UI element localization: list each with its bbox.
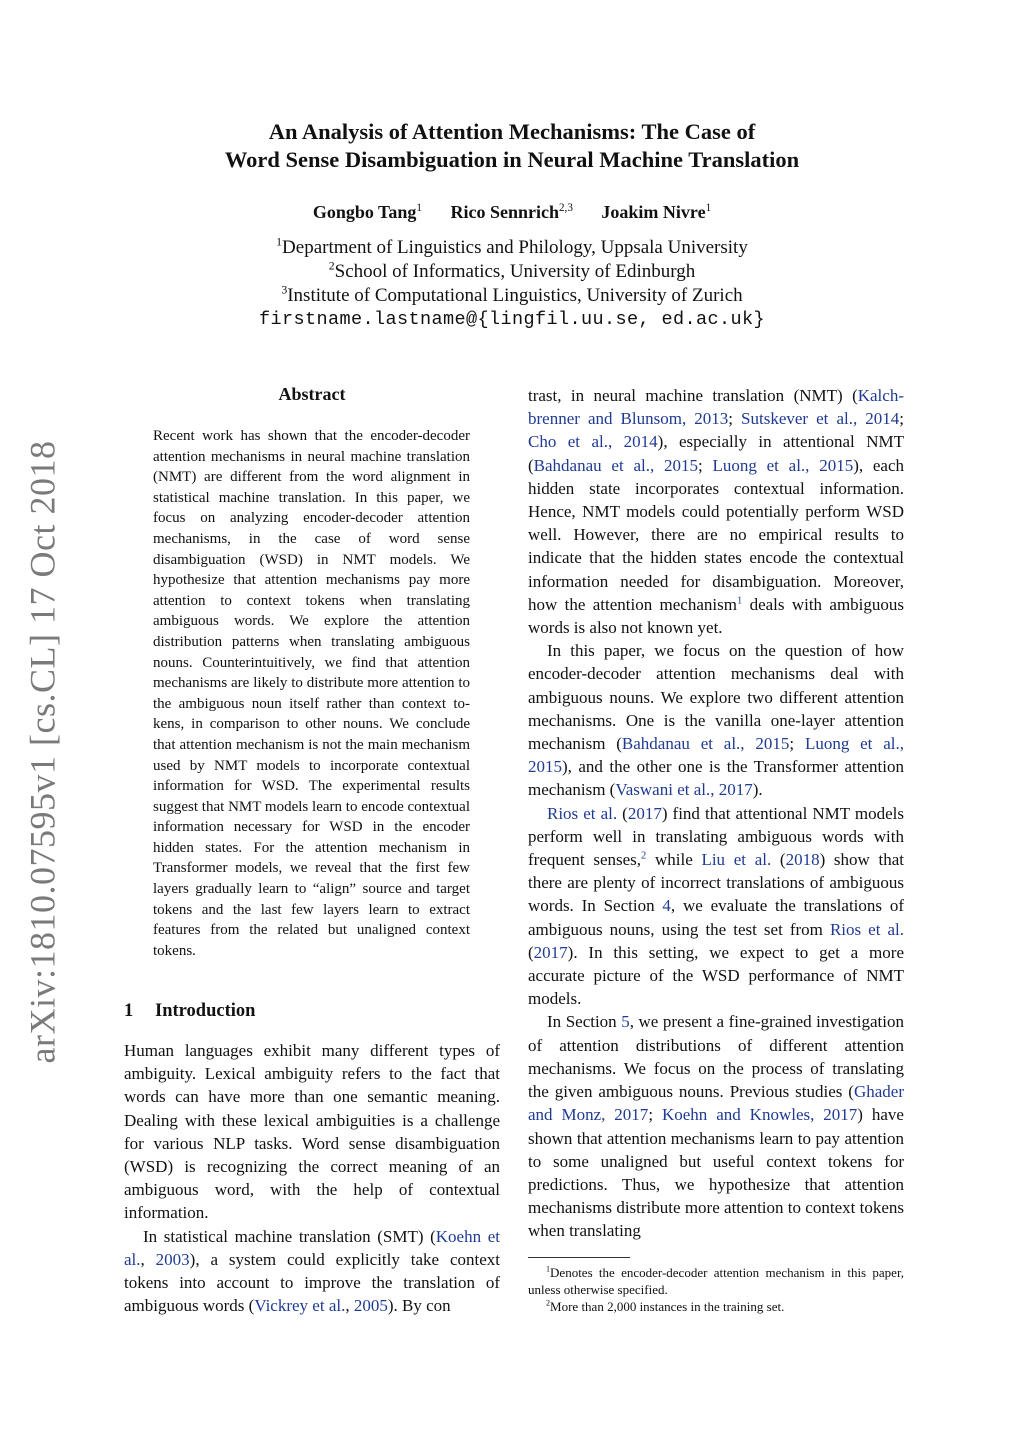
paragraph-text: ; [899, 409, 904, 429]
affiliation [150, 260, 874, 284]
author-list [150, 202, 874, 223]
paragraph-text: ), especially in attentional NMT ( [528, 432, 904, 475]
intro-paragraph-1: Human languages exhibit many different types of ambiguity. Lexical ambiguity refers to the fact that words can have more than one semantic meaning. Dealing with these lexical ambiguities is a challenge for various NLP tasks. Word sense disambiguation (WSD) is recognizing the correct meaning of an ambiguous word, with the help of contextual information. [124, 1041, 500, 1223]
citation-link[interactable]: Sutskever et al., 2014 [741, 409, 900, 429]
citation-link[interactable]: Rios et al. [829, 919, 904, 939]
title-line-2: Word Sense Disambiguation in Neural Machine Translation [224, 147, 800, 172]
affiliation-number: 1 [276, 235, 283, 249]
paragraph-text: ). [752, 780, 763, 800]
author-name: Rico Sennrich [450, 202, 559, 222]
citation-link[interactable]: 2018 [785, 850, 820, 870]
citation-link[interactable]: Koehn and Knowles, 2017 [661, 1105, 858, 1125]
citation-link[interactable]: 2003 [155, 1249, 190, 1269]
footnote [528, 1264, 904, 1298]
affiliation-number: 3 [281, 283, 288, 297]
affiliation [150, 236, 874, 260]
citation-link[interactable]: 2005 [353, 1296, 388, 1316]
author-name: Joakim Nivre [601, 202, 706, 222]
affiliation-text: Institute of Computational Linguistics, University of Zurich [287, 285, 743, 306]
paragraph-text: ) show that there are plenty of incorrect translations of ambiguous words. In Section [528, 850, 904, 916]
paragraph-text: ; [648, 1105, 662, 1125]
abstract-heading: Abstract [278, 384, 346, 404]
section-title: Introduction [155, 1001, 256, 1021]
citation-link[interactable]: 2017 [533, 942, 568, 962]
author-affiliation-mark: 1 [705, 202, 712, 214]
paragraph-text: ). By con [387, 1296, 451, 1316]
affiliations [150, 236, 874, 332]
paragraph-text: ), a system could explicitly take context tokens into account to improve the translation of ambiguous words ( [124, 1249, 500, 1316]
paragraph-text: while [646, 850, 702, 870]
citation-link[interactable]: Cho et al., 2014 [528, 432, 658, 452]
author [601, 202, 711, 222]
affiliation-text: Department of Linguistics and Philology, Uppsala University [282, 237, 748, 258]
citation-link[interactable]: Koehn et al. [124, 1226, 500, 1269]
citation-link[interactable]: Vickrey et al. [254, 1296, 346, 1316]
right-column-body [528, 384, 904, 1243]
citation-link[interactable]: Kalchbrenner and Blunsom, 2013 [528, 386, 904, 429]
author [450, 202, 572, 222]
affiliation-number: 2 [328, 259, 335, 273]
paragraph-text: In statistical machine translation (SMT) ( [143, 1226, 436, 1246]
citation-link[interactable]: Bahdanau et al., 2015 [621, 734, 790, 754]
body-paragraph [528, 802, 904, 1011]
citation-link[interactable]: Luong et al., 2015 [528, 734, 904, 777]
paragraph-text: ; [697, 455, 713, 475]
affiliation [150, 284, 874, 308]
paragraph-text: trast, in neural machine translation (NMT) ( [528, 386, 858, 405]
citation-link[interactable]: 2017 [627, 803, 662, 823]
left-column-body [124, 1039, 500, 1317]
body-paragraph [528, 384, 904, 639]
footnote-text: More than 2,000 instances in the training set. [550, 1299, 785, 1314]
footnote-marker-link[interactable]: 1 [736, 595, 743, 607]
paragraph-text: ) have shown that attention mechanisms learn to pay attention to some unaligned but useful context tokens for predictions. Thus, we hypothesize that attention mechanisms distribute more attention to context tokens when translating [528, 1105, 904, 1241]
footnote-marker-link[interactable]: 2 [641, 850, 647, 862]
author-name: Gongbo Tang [312, 202, 417, 222]
footnote [528, 1298, 904, 1315]
arxiv-identifier-stamp[interactable] [12, 440, 72, 1064]
footnotes [528, 1264, 904, 1315]
author-email: firstname.lastname@{lingfil.uu.se, ed.ac.uk} [258, 309, 766, 330]
paragraph-text: , [140, 1249, 156, 1269]
author-affiliation-mark: 2,3 [558, 202, 573, 214]
section-number: 1 [124, 1001, 134, 1021]
body-paragraph [528, 1010, 904, 1242]
footnote-number: 1 [546, 1264, 551, 1274]
citation-link[interactable]: Vaswani et al., 2017 [615, 780, 753, 800]
paragraph-text: ( [617, 803, 628, 823]
paragraph-text: deals with ambiguous words is also not known yet. [528, 594, 905, 638]
footnote-number: 2 [546, 1298, 551, 1308]
abstract-body: Recent work has shown that the encoder-decoder attention mechanisms in neural machine translation (NMT) are different from the word alignment in statistical machine translation. In this paper, we focus on analyzing encoder-decoder attention mechanisms, in the case of word sense disambiguation (WSD) in NMT models. We hypothesize that attention mechanisms pay more attention to context tokens when translating ambiguous words. We explore the attention distribution patterns when translating ambiguous nouns. Counterintuitively, we find that attention mechanisms are likely to distribute more attention to the ambiguous noun itself rather than context tokens, in comparison to other nouns. We conclude that attention mechanism is not the main mechanism used by NMT models to incorporate contextual information for WSD. The experimental results suggest that NMT models learn to encode contextual information necessary for WSD in the encoder hidden states. For the attention mechanism in Transformer models, we reveal that the first few layers gradually learn to “align” source and target tokens and the last few layers learn to extract features from the related but unaligned context tokens. [153, 428, 470, 959]
paragraph-text: In this paper, we focus on the question of how encoder-decoder attention mechanisms deal with ambiguous nouns. We explore two different attention mechanisms. One is the vanilla one-layer attention mechanism ( [528, 641, 904, 754]
arxiv-stamp-text: arXiv:1810.07595v1 [cs.CL] 17 Oct 2018 [22, 440, 63, 1064]
title-line-1: An Analysis of Attention Mechanisms: The Case of [268, 119, 756, 144]
footnote-divider [528, 1257, 630, 1258]
body-paragraph [528, 639, 904, 801]
paper-title [150, 118, 874, 174]
paragraph-text: In Section [547, 1012, 622, 1032]
paragraph-text: , [345, 1296, 354, 1316]
footnote-text: Denotes the encoder-decoder attention mechanism in this paper, unless otherwise specified. [528, 1265, 904, 1297]
paragraph-text: ( [528, 942, 534, 962]
paragraph-text: ; [789, 734, 805, 754]
citation-link[interactable]: Luong et al., 2015 [712, 455, 854, 475]
paragraph-text: ) find that attentional NMT models perform well in translating ambiguous words with frequent senses, [528, 803, 904, 870]
section-reference-link[interactable]: 4 [662, 896, 671, 916]
intro-paragraph-2 [124, 1225, 500, 1318]
section-reference-link[interactable]: 5 [621, 1012, 630, 1032]
author-affiliation-mark: 1 [416, 202, 422, 214]
affiliation-text: School of Informatics, University of Edinburgh [334, 261, 696, 282]
citation-link[interactable]: Ghader and Monz, 2017 [528, 1082, 904, 1125]
section-heading-introduction [124, 1001, 255, 1022]
paragraph-text: ( [771, 850, 786, 870]
citation-link[interactable]: Bahdanau et al., 2015 [533, 455, 698, 475]
author [313, 202, 422, 222]
citation-link[interactable]: Liu et al. [701, 850, 772, 870]
paragraph-text: , we present a fine-grained investigation of attention distributions of different attention mechanisms. We focus on the process of translating the given ambiguous nouns. Previous studies ( [528, 1012, 904, 1102]
paragraph-text: , we evaluate the translations of ambiguous nouns, using the test set from [528, 896, 904, 939]
paragraph-text: ), and the other one is the Transformer attention mechanism ( [528, 757, 904, 800]
paragraph-text: ). In this setting, we expect to get a more accurate picture of the WSD performance of NMT models. [528, 942, 904, 1009]
paragraph-text: ), each hidden state incorporates contextual information. Hence, NMT models could potentially perform WSD well. However, there are no empirical results to indicate that the hidden states encode the contextual information needed for disambiguation. Moreover, how the attention mechanism [528, 455, 905, 614]
citation-link[interactable]: Rios et al. [547, 803, 618, 823]
paragraph-text: ; [728, 409, 742, 429]
